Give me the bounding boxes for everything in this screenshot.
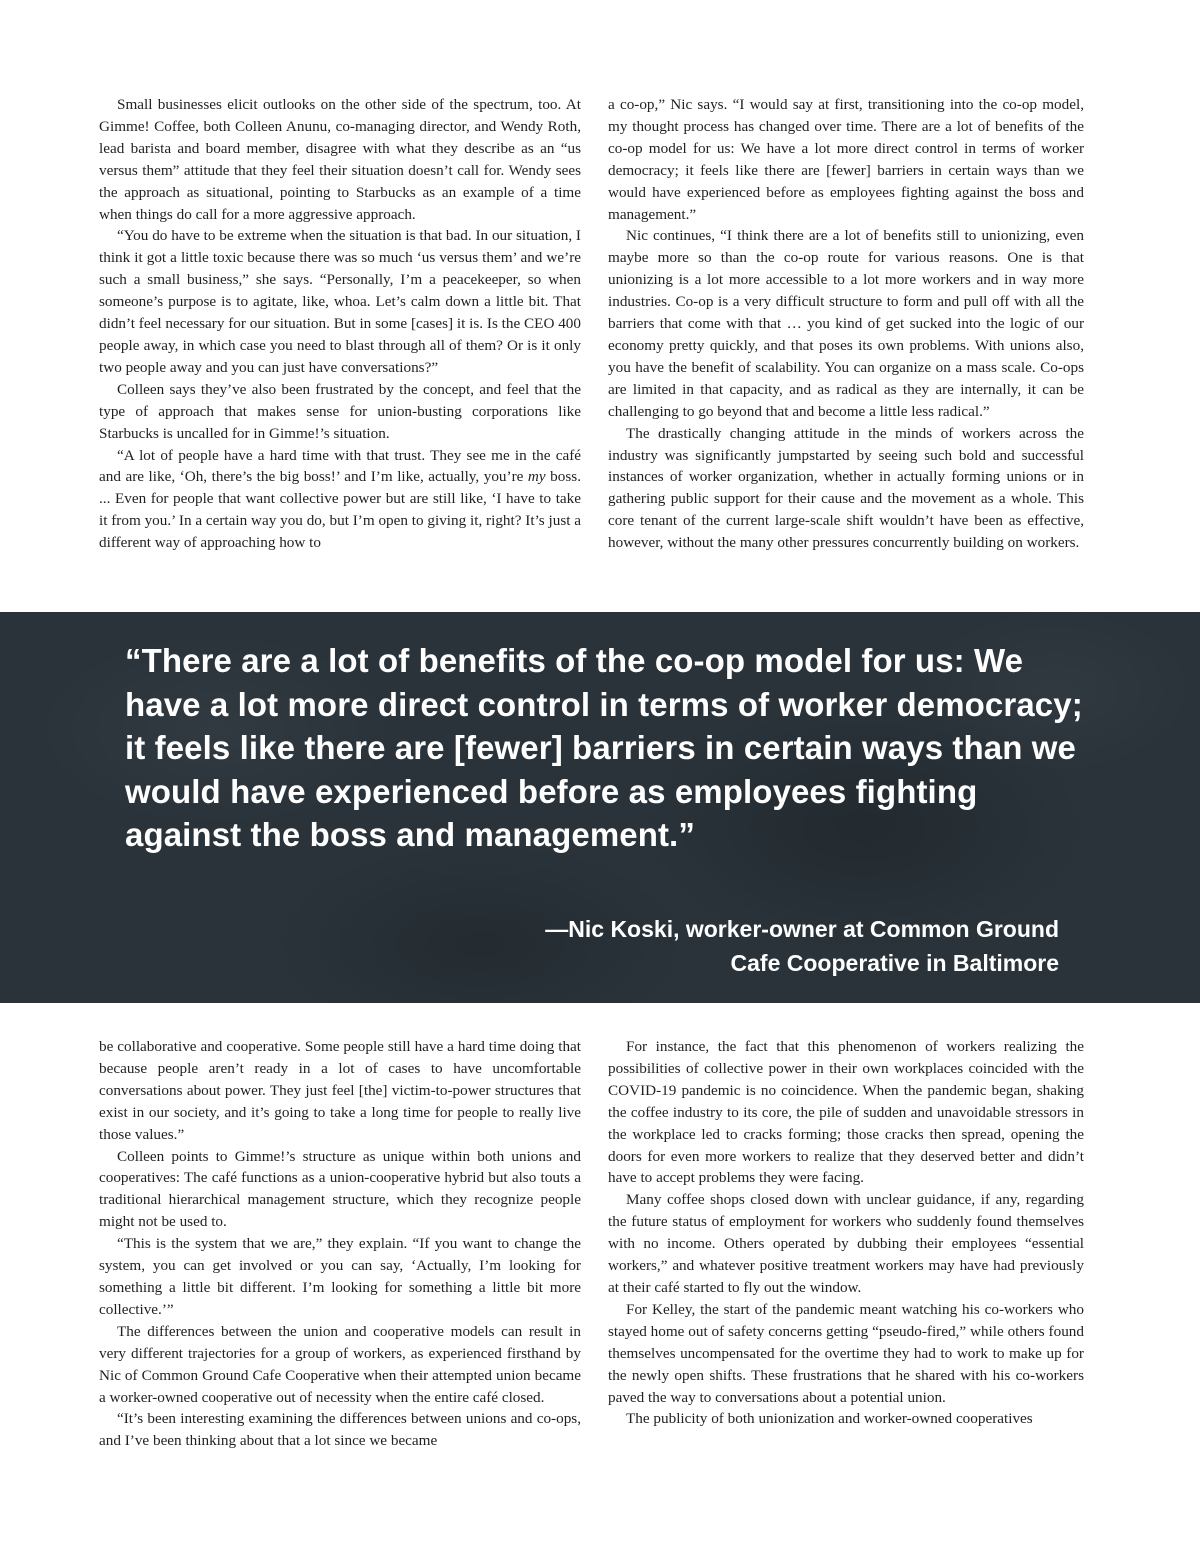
paragraph: “You do have to be extreme when the situation is that bad. In our situation, I think it got a little toxic because there was so much ‘us versus them’ and we’re such a small business,” she says. “Personally, I’m a peacekeeper, so when someone’s purpose is to agitate, like, whoa. Let’s calm down a little bit. That didn’t feel necessary for our situation. But in some [cases] it is. Is the CEO 400 people away, in which case you need to blast through all of them? Or is it only two people away and you can just have conversations?” <box>99 227 581 376</box>
paragraph: For instance, the fact that this phenomenon of workers realizing the possibilities of collective power in their own workplaces coincided with the COVID-19 pandemic is no coincidence. When the pandemic began, shaking the coffee industry to its core, the pile of sudden and unavoidable stressors in the workplace led to cracks forming; those cracks then spread, opening the doors for even more workers to realize that they deserved better and didn’t have to accept problems they were facing. <box>608 1038 1084 1187</box>
paragraph: a co-op,” Nic says. “I would say at first, transitioning into the co-op model, my thought process has changed over time. There are a lot of benefits of the co-op model for us: We have a lot more direct control in terms of worker democracy; it feels like there are [fewer] barriers in certain ways than we would have experienced before as employees fighting against the boss and management.” <box>608 96 1084 223</box>
paragraph: “This is the system that we are,” they explain. “If you want to change the system, you can get involved or you can say, ‘Actually, I’m looking for something a little bit different. I’m looking for something a little bit more collective.’” <box>99 1235 581 1318</box>
pull-quote-band <box>0 612 1200 1003</box>
attribution-line: Cafe Cooperative in Baltimore <box>730 950 1059 976</box>
paragraph: For Kelley, the start of the pandemic meant watching his co-workers who stayed home out of safety concerns getting “pseudo-fired,” while others found themselves uncompensated for the overtime they had to work to make up for the newly open shifts. These frustrations that he shared with his co-workers paved the way to conversations about a potential union. <box>608 1300 1084 1406</box>
article-column-top-right <box>608 94 1084 554</box>
paragraph: Colleen says they’ve also been frustrated by the concept, and feel that the type of approach that makes sense for union-busting corporations like Starbucks is uncalled for in Gimme!’s situation. <box>99 380 581 442</box>
paragraph-text: boss. ... Even for people that want collective power but are still like, ‘I have to take it from you.’ In a certain way you do, but I’m open to giving it, right? It’s just a different way of approaching how to <box>99 468 581 552</box>
article-column-bottom-right <box>608 1036 1084 1430</box>
paragraph: Small businesses elicit outlooks on the other side of the spectrum, too. At Gimme! Coffee, both Colleen Anunu, co-managing director, and Wendy Roth, lead barista and board member, disagree with what they describe as an “us versus them” attitude that they feel their situation doesn’t call for. Wendy sees the approach as situational, pointing to Starbucks as an example of a time when things do call for a more aggressive approach. <box>99 96 581 223</box>
paragraph: Nic continues, “I think there are a lot of benefits still to unionizing, even maybe more so than the co-op route for various reasons. One is that unionizing is a lot more accessible to a lot more workers and in way more industries. Co-op is a very difficult structure to form and pull off with all the barriers that come with that … you kind of get sucked into the logic of our economy pretty quickly, and that poses its own problems. With unions also, you have the benefit of scalability. You can organize on a mass scale. Co-ops are limited in that capacity, and as radical as they are internally, it can be challenging to go beyond that and become a little less radical.” <box>608 227 1084 420</box>
paragraph <box>99 445 581 555</box>
paragraph: The differences between the union and cooperative models can result in very different trajectories for a group of workers, as experienced firsthand by Nic of Common Ground Cafe Cooperative when their attempted union became a worker-owned cooperative out of necessity when the entire café closed. <box>99 1322 581 1406</box>
paragraph: be collaborative and cooperative. Some people still have a hard time doing that because people aren’t ready in a lot of cases to have uncomfortable conversations about power. They just feel [the] victim-to-power structures that exist in our society, and it’s going to take a long time for people to really live those values.” <box>99 1038 581 1143</box>
article-column-bottom-left <box>99 1036 581 1452</box>
paragraph: The publicity of both unionization and worker-owned cooperatives <box>626 1410 1033 1428</box>
emphasis-text: my <box>527 468 546 486</box>
paragraph: Colleen points to Gimme!’s structure as unique within both unions and cooperatives: The café functions as a union-cooperative hybrid but also touts a traditional hierarchical management structure, which they recognize people might not be used to. <box>99 1147 581 1231</box>
pull-quote-text: “There are a lot of benefits of the co-op model for us: We have a lot more direct control in terms of worker democracy; it feels like there are [fewer] barriers in certain ways than we would have experienced before as employees fighting against the boss and management.” <box>125 642 1083 853</box>
paragraph-text: “A lot of people have a hard time with that trust. They see me in the café and are like, ‘Oh, there’s the big boss!’ and I’m like, actually, you’re <box>99 446 581 486</box>
paragraph: The drastically changing attitude in the minds of workers across the industry was significantly jumpstarted by seeing such bold and successful instances of worker organization, whether in actually forming unions or in gathering public support for their cause and the movement as a whole. This core tenant of the current large-scale shift wouldn’t have been as effective, however, without the many other pressures concurrently building on workers. <box>608 424 1084 552</box>
article-column-top-left <box>99 94 581 554</box>
pull-quote-attribution <box>359 912 1059 980</box>
paragraph: “It’s been interesting examining the differences between unions and co-ops, and I’ve been thinking about that a lot since we became <box>99 1410 581 1450</box>
paragraph: Many coffee shops closed down with unclear guidance, if any, regarding the future status of employment for workers who suddenly found themselves with no income. Others operated by dubbing their employees “essential workers,” and whatever positive treatment workers may have had previously at their café started to fly out the window. <box>608 1191 1084 1296</box>
attribution-line: —Nic Koski, worker-owner at Common Ground <box>545 916 1059 942</box>
